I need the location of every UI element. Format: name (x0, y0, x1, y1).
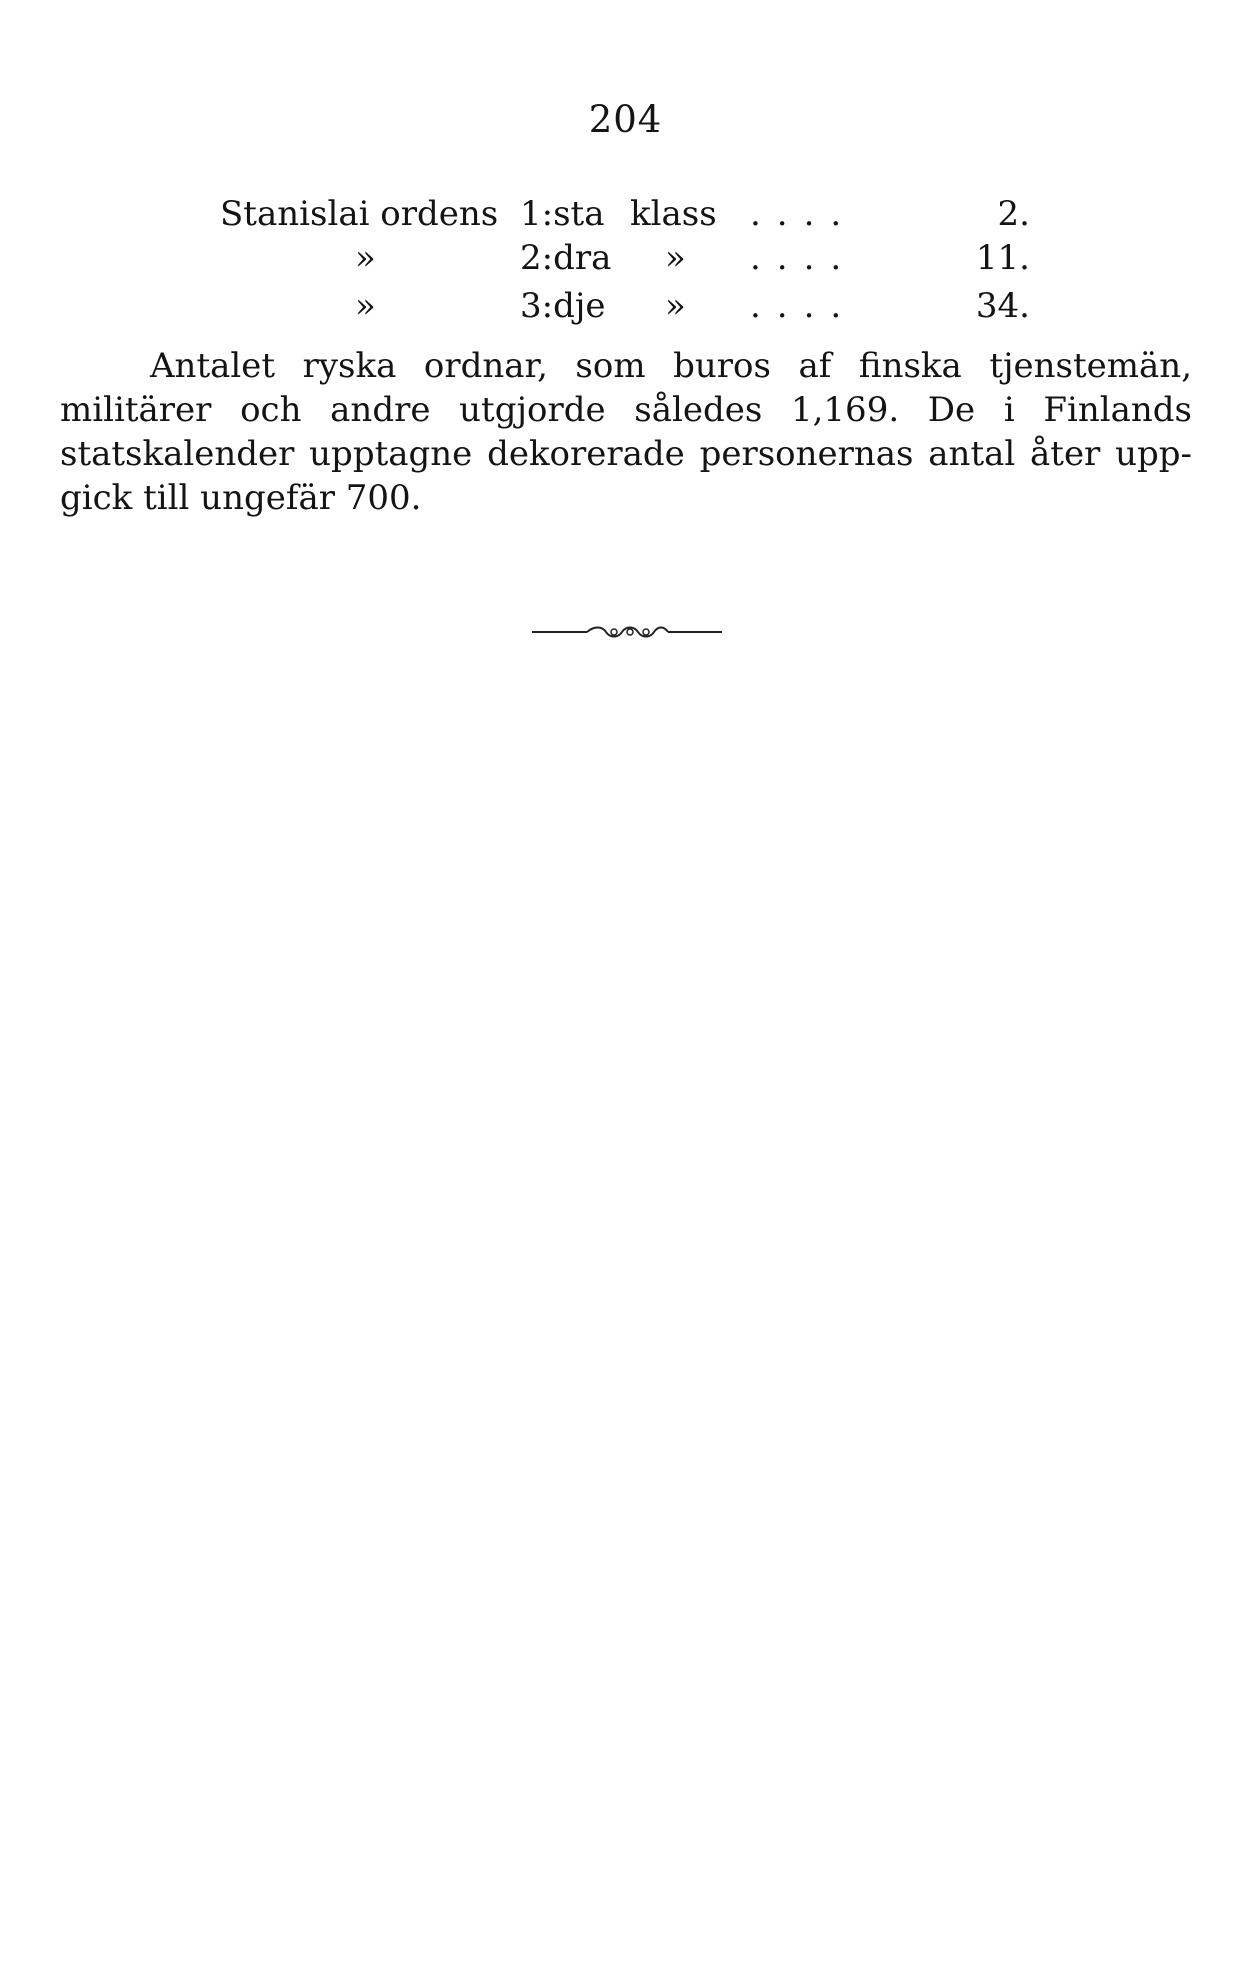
dot-leader: .... (750, 238, 858, 278)
paragraph-line: gick till ungefär 700. (60, 478, 422, 518)
order-class: 3:dje (520, 286, 606, 326)
dot-leader: .... (750, 286, 858, 326)
body-paragraph (60, 344, 1192, 520)
page-number: 204 (588, 98, 663, 141)
ornamental-divider-icon (532, 620, 722, 644)
dot-leader: .... (750, 194, 858, 234)
ditto-mark: » (355, 238, 376, 278)
order-count: 34. (975, 286, 1030, 326)
paragraph-line: Antalet ryska ordnar, som buros af finska tjenstemän, (150, 346, 1192, 386)
paragraph-line: militärer och andre utgjorde således 1,169. De i Finlands (60, 390, 1192, 430)
ditto-mark: » (355, 286, 376, 326)
order-class-word: klass (630, 194, 717, 234)
order-class: 2:dra (520, 238, 612, 278)
order-class: 1:sta (520, 194, 605, 234)
order-row-stanislai-2 (220, 236, 1050, 280)
ditto-mark: » (665, 286, 686, 326)
ditto-mark: » (665, 238, 686, 278)
order-count: 11. (975, 238, 1030, 278)
order-name: Stanislai ordens (220, 194, 499, 234)
order-row-stanislai-3 (220, 284, 1050, 328)
order-count: 2. (997, 194, 1030, 234)
order-row-stanislai-1 (220, 192, 1050, 236)
paragraph-line: statskalender upptagne dekorerade personernas antal åter upp- (60, 434, 1192, 474)
